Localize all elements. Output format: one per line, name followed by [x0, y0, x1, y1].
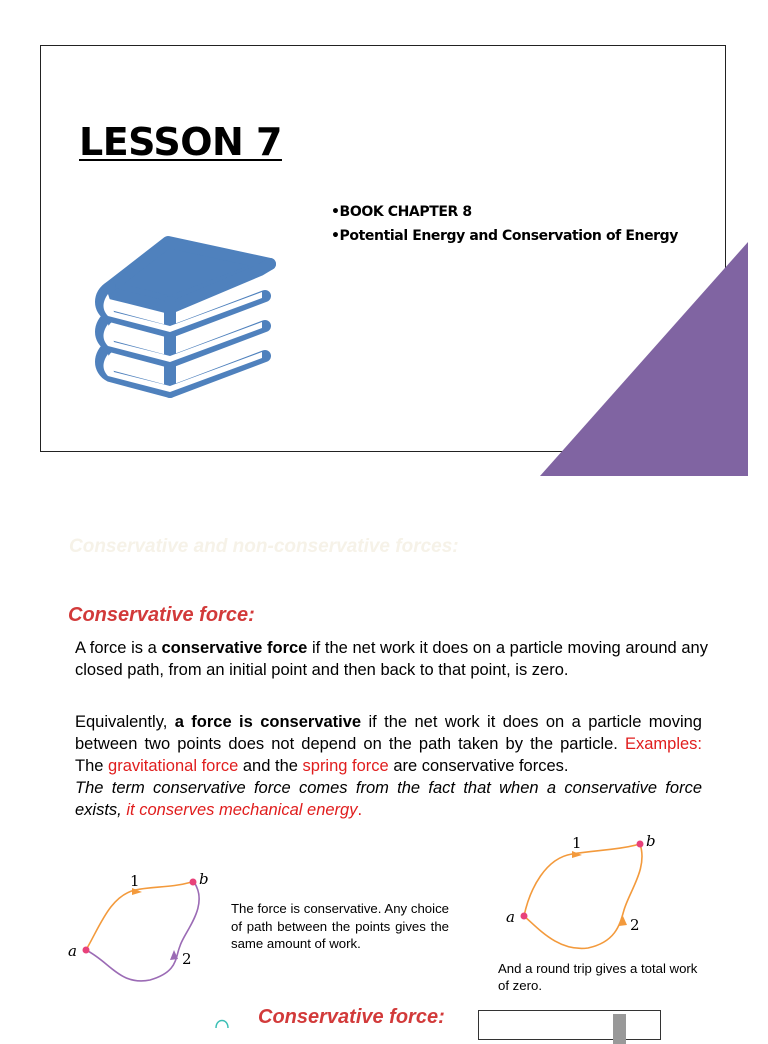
section-heading: Conservative force:	[68, 604, 255, 626]
chapter-bullets	[331, 200, 678, 248]
point-b-label: b	[646, 832, 656, 850]
caption-round-trip: And a round trip gives a total work of zero.	[498, 961, 698, 993]
text-span: and the	[238, 757, 303, 775]
faded-section-title: Conservative and non-conservative forces:	[69, 536, 459, 557]
point-a-label: a	[506, 908, 515, 926]
lesson-title: LESSON 7	[79, 120, 282, 164]
red-text: .	[357, 801, 363, 819]
italic-text: The term conservative force comes from the fact that when a conservative force exists,	[75, 779, 702, 819]
closed-path-diagram	[498, 828, 668, 958]
stack-of-books-icon	[90, 232, 276, 406]
path-2-label: 2	[630, 916, 640, 934]
red-text: spring force	[302, 757, 389, 775]
point-b-label: b	[199, 870, 209, 888]
text-span: A force is a	[75, 639, 162, 657]
red-text: Examples:	[624, 735, 702, 753]
scrollbar-thumb[interactable]	[613, 1014, 626, 1044]
bottom-section-heading: Conservative force:	[258, 1006, 445, 1028]
caption-conservative: The force is conservative. Any choice of path between the points gives the same amount of work.	[231, 901, 449, 951]
text-span: if the net work it does on a particle moving between two points does not depend on the path taken by the particle.	[75, 713, 702, 753]
bold-term: a force is conservative	[174, 713, 362, 731]
purple-corner-triangle	[540, 242, 748, 476]
path-2-label: 2	[182, 950, 192, 968]
path-diagram-two-paths	[60, 866, 220, 988]
text-span: Equivalently,	[75, 713, 175, 731]
teal-loop-icon	[212, 1014, 232, 1028]
red-text: gravitational force	[108, 757, 239, 775]
path-1-label: 1	[130, 872, 140, 890]
paragraph-definition	[75, 637, 708, 681]
text-span: are conservative forces.	[388, 757, 569, 775]
text-span: The	[75, 757, 109, 775]
text-span: if the net work it does on a particle moving around any closed path, from an initial point and then back to that point, is zero.	[75, 639, 708, 679]
bullet-chapter: •BOOK CHAPTER 8	[331, 204, 472, 220]
bottom-scroll-box[interactable]	[478, 1010, 661, 1040]
path-1-label: 1	[572, 834, 582, 852]
red-italic-text: it conserves mechanical energy	[126, 801, 358, 819]
bullet-topic: •Potential Energy and Conservation of Energy	[331, 228, 679, 244]
point-a-label: a	[68, 942, 77, 960]
paragraph-equivalent	[75, 711, 702, 821]
bold-term: conservative force	[161, 639, 308, 657]
